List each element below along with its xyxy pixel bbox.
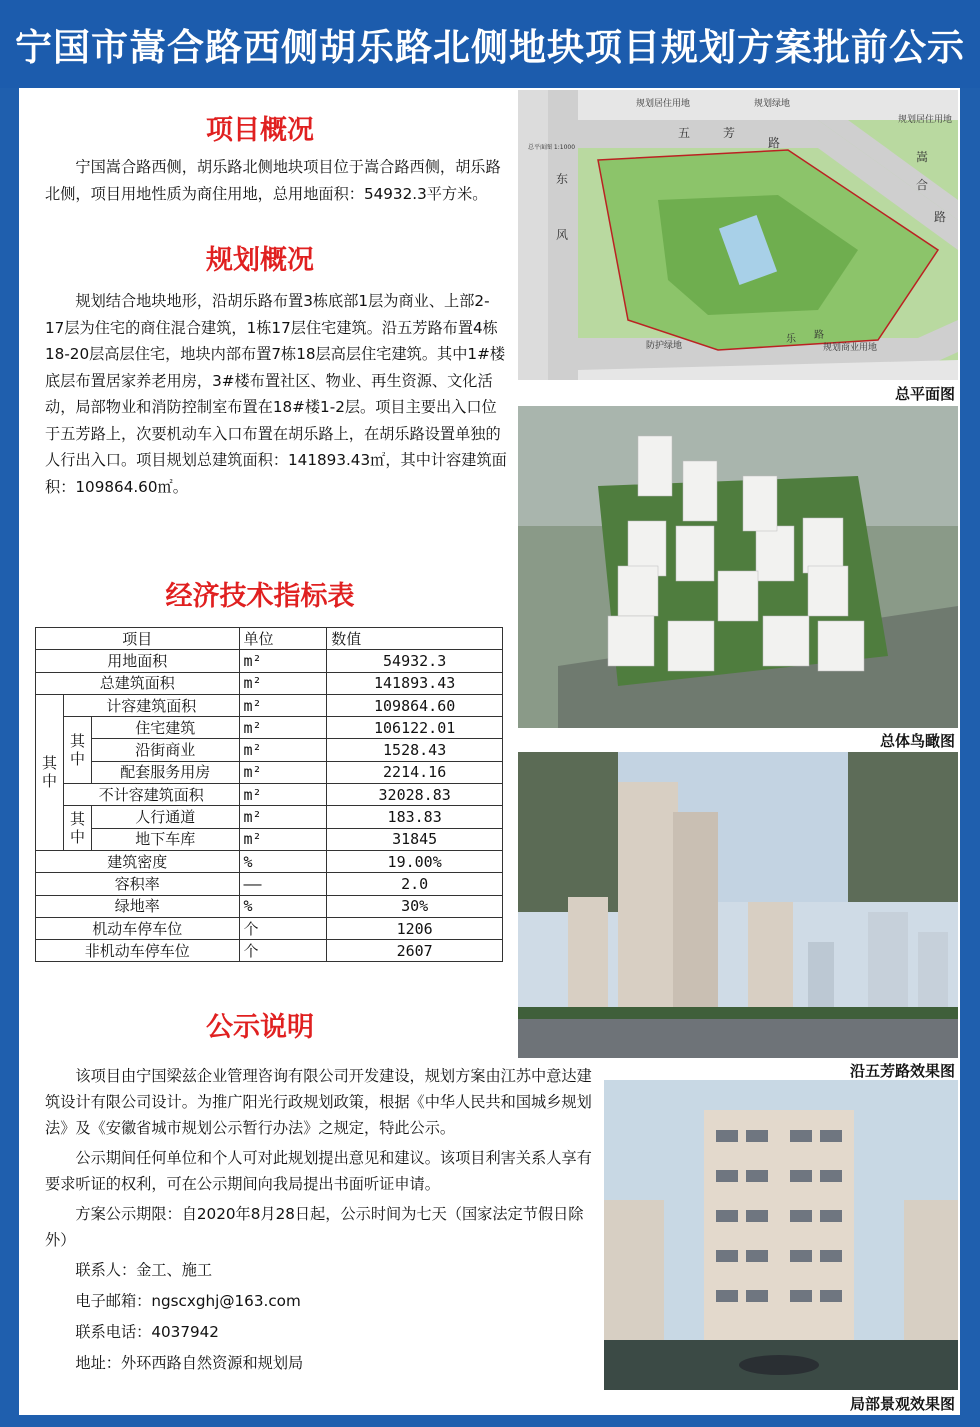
row-item: 用地面积 (36, 650, 240, 672)
contact-person: 联系人：金工、施工 (75, 1261, 213, 1279)
caption-detail: 局部景观效果图 (849, 1395, 955, 1413)
row-item: 不计容建筑面积 (63, 784, 239, 806)
row-value: 19.00% (327, 850, 503, 872)
road-label: 路 (768, 136, 781, 150)
table-row (36, 850, 503, 872)
indicators-heading: 经济技术指标表 (165, 581, 355, 612)
row-item: 住宅建筑 (91, 717, 239, 739)
notice-p3: 方案公示期限：自2020年8月28日起，公示时间为七天（国家法定节假日除外） (45, 1205, 584, 1249)
site-plan-image (518, 90, 958, 380)
table-row (36, 761, 503, 783)
row-unit: m² (239, 739, 327, 761)
table-row (36, 917, 503, 939)
row-unit: 个 (239, 917, 327, 939)
row-unit: —— (239, 873, 327, 895)
group-text: 其中 (41, 754, 57, 791)
row-item: 计容建筑面积 (63, 694, 239, 716)
row-item: 总建筑面积 (36, 672, 240, 694)
row-unit: % (239, 895, 327, 917)
notice-section (45, 1063, 593, 1379)
road-label: 东 (556, 172, 569, 186)
row-unit: m² (239, 784, 327, 806)
row-item: 绿地率 (36, 895, 240, 917)
table-row (36, 806, 503, 828)
table-row (36, 895, 503, 917)
header-unit: 单位 (239, 628, 327, 650)
detail-view-image (604, 1080, 958, 1390)
overview-heading: 项目概况 (206, 115, 314, 146)
road-label: 嵩 (916, 150, 929, 164)
notice-p1: 该项目由宁国梁兹企业管理咨询有限公司开发建设，规划方案由江苏中意达建筑设计有限公司设计。为推广阳光行政规划政策，根据《中华人民共和国城乡规划法》及《安徽省城市规划公示暂行办法》之规定，特此公示。 (45, 1067, 592, 1137)
row-item: 人行通道 (91, 806, 239, 828)
group-label-inner (63, 806, 91, 851)
label-commercial: 规划商业用地 (823, 343, 878, 353)
row-unit: m² (239, 717, 327, 739)
notice-heading: 公示说明 (206, 1012, 314, 1043)
row-value: 32028.83 (327, 784, 503, 806)
road-label: 乐 (786, 334, 796, 345)
row-value: 1206 (327, 917, 503, 939)
page-title: 宁国市嵩合路西侧胡乐路北侧地块项目规划方案批前公示 (15, 26, 965, 69)
row-value: 2214.16 (327, 761, 503, 783)
row-value: 31845 (327, 828, 503, 850)
caption-site-plan: 总平面图 (894, 385, 955, 403)
overview-text: 宁国嵩合路西侧，胡乐路北侧地块项目位于嵩合路西侧，胡乐路北侧，项目用地性质为商住用地，总用地面积：54932.3平方米。 (45, 158, 501, 203)
notice-p2: 公示期间任何单位和个人可对此规划提出意见和建议。该项目利害关系人享有要求听证的权利，可在公示期间向我局提出书面听证申请。 (45, 1149, 592, 1193)
table-row (36, 717, 503, 739)
row-unit: % (239, 850, 327, 872)
group-label-outer (36, 694, 64, 850)
row-item: 非机动车停车位 (36, 940, 240, 962)
row-item: 建筑密度 (36, 850, 240, 872)
label-residential-right: 规划居住用地 (898, 115, 953, 125)
row-item: 容积率 (36, 873, 240, 895)
road-label: 芳 (723, 126, 736, 140)
table-row (36, 940, 503, 962)
planning-heading: 规划概况 (206, 245, 314, 276)
contact-address: 地址：外环西路自然资源和规划局 (75, 1354, 304, 1372)
row-unit: m² (239, 650, 327, 672)
group-label-inner (63, 717, 91, 784)
label-scale: 总平面图 1:1000 (528, 144, 576, 151)
road-label: 路 (814, 330, 824, 341)
table-header-row (36, 628, 503, 650)
contact-block (45, 1255, 593, 1379)
caption-street: 沿五芳路效果图 (849, 1062, 955, 1080)
row-unit: m² (239, 806, 327, 828)
row-value: 2607 (327, 940, 503, 962)
label-green-top: 规划绿地 (754, 99, 791, 109)
row-item: 机动车停车位 (36, 917, 240, 939)
table-row (36, 650, 503, 672)
row-unit: m² (239, 672, 327, 694)
contact-phone: 联系电话：4037942 (75, 1323, 219, 1341)
site-plan-drawing (518, 90, 958, 380)
road-label: 五 (678, 126, 691, 140)
overview-section (45, 154, 507, 207)
indicator-table (35, 627, 503, 962)
aerial-view-image (518, 406, 958, 728)
row-unit: m² (239, 828, 327, 850)
contact-email: 电子邮箱：ngscxghj@163.com (75, 1292, 301, 1310)
header-item: 项目 (36, 628, 240, 650)
aerial-view-drawing (518, 406, 958, 728)
group-text: 其中 (69, 732, 85, 769)
row-value: 30% (327, 895, 503, 917)
detail-view-drawing (604, 1080, 958, 1390)
row-unit: m² (239, 761, 327, 783)
planning-section (45, 288, 507, 500)
row-item: 沿街商业 (91, 739, 239, 761)
row-value: 183.83 (327, 806, 503, 828)
road-label: 风 (556, 228, 569, 242)
row-unit: m² (239, 694, 327, 716)
road-label: 合 (916, 178, 929, 192)
table-row (36, 828, 503, 850)
road-label: 路 (934, 210, 947, 224)
row-value: 54932.3 (327, 650, 503, 672)
table-row (36, 739, 503, 761)
table-row (36, 873, 503, 895)
row-item: 配套服务用房 (91, 761, 239, 783)
row-value: 2.0 (327, 873, 503, 895)
table-row (36, 694, 503, 716)
group-text: 其中 (69, 810, 85, 847)
row-value: 109864.60 (327, 694, 503, 716)
planning-text: 规划结合地块地形，沿胡乐路布置3栋底部1层为商业、上部2-17层为住宅的商住混合建筑，1栋17层住宅建筑。沿五芳路布置4栋18-20层高层住宅，地块内部布置7栋18层高层住宅建筑。其中1#楼底层布置居家养老用房，3#楼布置社区、物业、再生资源、文化活动，局部物业和消防控制室布置在18#楼1-2层。项目主要出入口位于五芳路上，次要机动车入口布置在胡乐路上，在胡乐路设置单独的人行出入口。项目规划总建筑面积：141893.43㎡，其中计容建筑面积：109864.60㎡。 (45, 292, 507, 496)
row-value: 1528.43 (327, 739, 503, 761)
row-unit: 个 (239, 940, 327, 962)
street-view-drawing (518, 752, 958, 1058)
label-residential-top: 规划居住用地 (636, 99, 691, 109)
caption-aerial: 总体鸟瞰图 (879, 732, 955, 750)
table-row (36, 672, 503, 694)
street-view-image (518, 752, 958, 1058)
title-banner (0, 0, 980, 88)
table-row (36, 784, 503, 806)
row-value: 141893.43 (327, 672, 503, 694)
row-item: 地下车库 (91, 828, 239, 850)
label-protect-green: 防护绿地 (646, 341, 683, 351)
row-value: 106122.01 (327, 717, 503, 739)
header-value: 数值 (327, 628, 503, 650)
